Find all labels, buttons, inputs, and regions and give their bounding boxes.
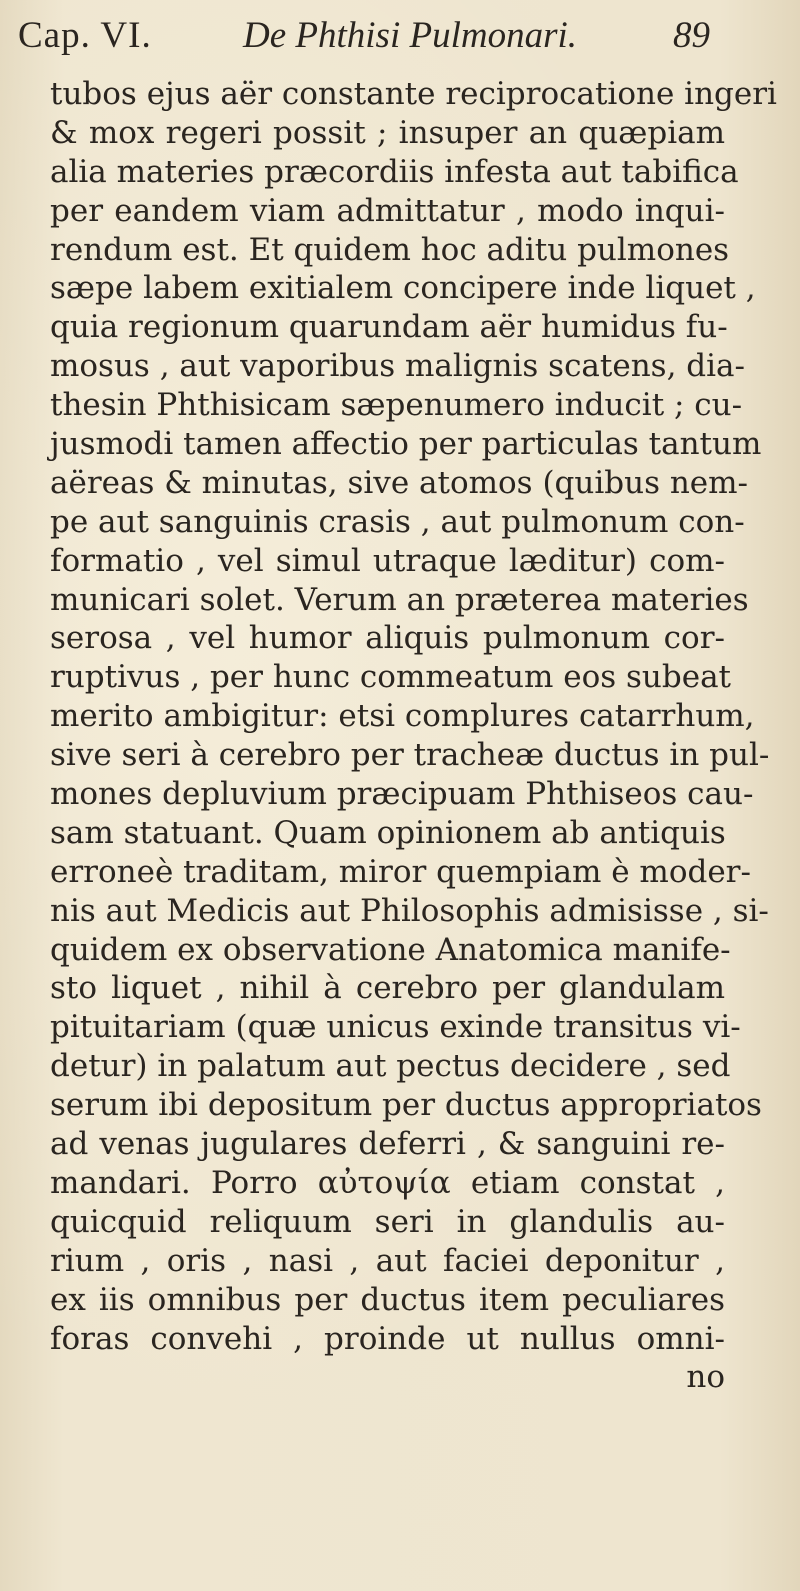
- text-line: jusmodi tamen affectio per particulas tantum: [50, 426, 762, 463]
- text-line: sive seri à cerebro per tracheæ ductus in pul-: [50, 737, 770, 774]
- text-line: pe aut sanguinis crasis , aut pulmonum con-: [50, 503, 745, 540]
- text-line: nis aut Medicis aut Philosophis admisisse , si-: [50, 892, 769, 929]
- text-line: serosa , vel humor aliquis pulmonum cor-: [50, 620, 725, 657]
- text-line: mosus , aut vaporibus malignis scatens, dia-: [50, 348, 746, 385]
- text-line: serum ibi depositum per ductus appropriatos: [50, 1087, 762, 1124]
- running-title: De Phthisi Pulmonari.: [243, 15, 578, 56]
- catchword: no: [686, 1359, 725, 1396]
- text-line: municari solet. Verum an præterea materies: [50, 581, 749, 618]
- body-text: [50, 75, 777, 1397]
- text-line: rendum est. Et quidem hoc aditu pulmones: [50, 231, 730, 268]
- page-header: [18, 14, 718, 74]
- text-line: & mox regeri possit ; insuper an quæpiam: [50, 114, 725, 151]
- text-line: mones depluvium præcipuam Phthiseos cau-: [50, 776, 754, 813]
- text-line: quicquid reliquum seri in glandulis au-: [50, 1203, 725, 1240]
- text-line: tubos ejus aër constante reciprocatione ingeri: [50, 76, 777, 112]
- text-line: sto liquet , nihil à cerebro per glandulam: [50, 970, 725, 1007]
- text-line: sam statuant. Quam opinionem ab antiquis: [50, 814, 726, 851]
- text-line: ex iis omnibus per ductus item peculiares: [50, 1281, 725, 1318]
- text-line: aëreas & minutas, sive atomos (quibus nem-: [50, 464, 749, 501]
- text-line: foras convehi , proinde ut nullus omni-: [50, 1320, 725, 1357]
- text-line: ruptivus , per hunc commeatum eos subeat: [50, 659, 732, 696]
- text-line: merito ambigitur: etsi complures catarrhum,: [50, 698, 755, 735]
- text-line: quidem ex observatione Anatomica manife-: [50, 931, 731, 968]
- text-line: per eandem viam admittatur , modo inqui-: [50, 192, 725, 229]
- text-line: erroneè traditam, miror quempiam è moder-: [50, 853, 751, 890]
- chapter-label: Cap. VI.: [18, 15, 152, 56]
- text-line: alia materies præcordiis infesta aut tabifica: [50, 153, 739, 190]
- text-line: rium , oris , nasi , aut faciei deponitur ,: [50, 1242, 725, 1279]
- text-line: thesin Phthisicam sæpenumero inducit ; cu-: [50, 387, 743, 424]
- text-line: quia regionum quarundam aër humidus fu-: [50, 309, 728, 346]
- text-line: formatio , vel simul utraque læditur) com-: [50, 542, 725, 579]
- text-line: pituitariam (quæ unicus exinde transitus vi-: [50, 1009, 741, 1046]
- page-number: 89: [673, 15, 710, 56]
- text-line: detur) in palatum aut pectus decidere , sed: [50, 1048, 731, 1085]
- text-line: mandari. Porro αὐτοψία etiam constat ,: [50, 1164, 725, 1201]
- text-line: sæpe labem exitialem concipere inde liquet ,: [50, 270, 756, 307]
- text-line: ad venas jugulares deferri , & sanguini re-: [50, 1126, 725, 1163]
